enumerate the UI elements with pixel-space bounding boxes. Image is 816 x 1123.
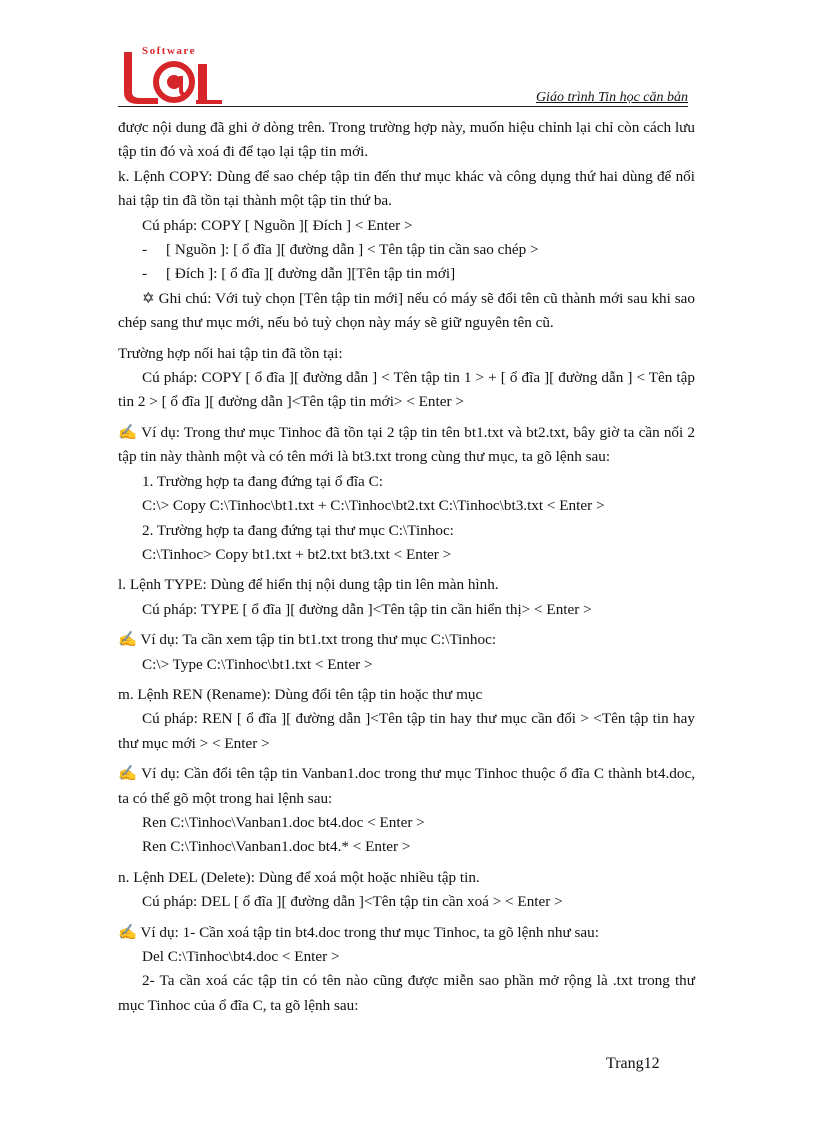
note-paragraph: ✡ Ghi chú: Với tuỳ chọn [Tên tập tin mới] nếu có máy sẽ đổi tên cũ thành mới sau khi sao chép sang thư mục mới, nếu bỏ tuỳ chọn này máy sẽ giữ nguyên tên cũ. (118, 289, 695, 332)
command-line: Ren C:\Tinhoc\Vanban1.doc bt4.doc < Enter > (142, 813, 425, 831)
example-paragraph: ✍ Ví dụ: Cần đổi tên tập tin Vanban1.doc trong thư mục Tinhoc thuộc ổ đĩa C thành bt4.doc, ta có thể gõ một trong hai lệnh sau: (118, 765, 695, 807)
syntax-line: Cú pháp: TYPE [ ổ đĩa ][ đường dẫn ]<Tên tập tin cần hiển thị> < Enter > (142, 600, 592, 618)
paragraph: được nội dung đã ghi ở dòng trên. Trong trường hợp này, muốn hiệu chỉnh lại chỉ còn cách lưu tập tin đó và xoá đi để tạo lại tập tin mới. (118, 119, 695, 161)
syntax-line: Cú pháp: DEL [ ổ đĩa ][ đường dẫn ]<Tên tập tin cần xoá > < Enter > (142, 893, 563, 911)
example-case: 1. Trường hợp ta đang đứng tại ổ đĩa C: (142, 472, 383, 490)
syntax-line: Cú pháp: COPY [ ổ đĩa ][ đường dẫn ] < Tên tập tin 1 > + [ ổ đĩa ][ đường dẫn ] < Tên tập tin 2 > [ ổ đĩa ][ đường dẫn ]<Tên tập tin mới> < Enter > (118, 369, 695, 411)
command-line: C:\> Copy C:\Tinhoc\bt1.txt + C:\Tinhoc\bt2.txt C:\Tinhoc\bt3.txt < Enter > (142, 497, 605, 515)
logo (118, 40, 228, 108)
list-item: - [ Nguồn ]: [ ổ đĩa ][ đường dẫn ] < Tên tập tin cần sao chép > (142, 241, 539, 259)
section-l-heading: l. Lệnh TYPE: Dùng để hiển thị nội dung tập tin lên màn hình. (118, 576, 499, 594)
list-item-text: [ Đích ]: [ ổ đĩa ][ đường dẫn ][Tên tập tin mới] (166, 265, 456, 283)
syntax-line: Cú pháp: COPY [ Nguồn ][ Đích ] < Enter > (142, 216, 413, 234)
section-n-heading: n. Lệnh DEL (Delete): Dùng để xoá một hoặc nhiều tập tin. (118, 868, 480, 886)
command-line: Del C:\Tinhoc\bt4.doc < Enter > (142, 948, 340, 965)
example-case: 2. Trường hợp ta đang đứng tại thư mục C:\Tinhoc: (142, 521, 454, 539)
section-m-heading: m. Lệnh REN (Rename): Dùng đổi tên tập tin hoặc thư mục (118, 685, 483, 703)
list-item: - [ Đích ]: [ ổ đĩa ][ đường dẫn ][Tên tập tin mới] (142, 265, 456, 283)
header-divider (118, 106, 688, 107)
paragraph: Trường hợp nối hai tập tin đã tồn tại: (118, 344, 343, 362)
command-line: C:\Tinhoc> Copy bt1.txt + bt2.txt bt3.txt < Enter > (142, 545, 452, 563)
header-title: Giáo trình Tin học căn bản (535, 90, 688, 105)
example-case: 2- Ta cần xoá các tập tin có tên nào cũng được miễn sao phần mở rộng là .txt trong thư mục Tinhoc của ổ đĩa C, ta gõ lệnh sau: (118, 972, 695, 1014)
page-number: Trang12 (606, 1055, 660, 1072)
section-k-heading: k. Lệnh COPY: Dùng để sao chép tập tin đến thư mục khác và công dụng thứ hai dùng để nối hai tập tin đã tồn tại thành một tập tin thứ ba. (118, 167, 695, 210)
example-paragraph: ✍ Ví dụ: 1- Cần xoá tập tin bt4.doc trong thư mục Tinhoc, ta gõ lệnh như sau: (118, 923, 599, 941)
command-line: C:\> Type C:\Tinhoc\bt1.txt < Enter > (142, 655, 373, 673)
example-paragraph: ✍ Ví dụ: Trong thư mục Tinhoc đã tồn tại 2 tập tin tên bt1.txt và bt2.txt, bây giờ ta cần nối 2 tập tin này thành một và có tên mới là bt3.txt trong cùng thư mục, ta gõ lệnh sau: (118, 423, 695, 466)
example-paragraph: ✍ Ví dụ: Ta cần xem tập tin bt1.txt trong thư mục C:\Tinhoc: (118, 631, 497, 649)
syntax-line: Cú pháp: REN [ ổ đĩa ][ đường dẫn ]<Tên tập tin hay thư mục cần đổi > <Tên tập tin hay thư mục mới > < Enter > (118, 710, 695, 752)
logo-text-top: Software (142, 45, 196, 57)
page-content (118, 116, 695, 1018)
command-line: Ren C:\Tinhoc\Vanban1.doc bt4.* < Enter > (142, 838, 411, 856)
list-item-text: [ Nguồn ]: [ ổ đĩa ][ đường dẫn ] < Tên tập tin cần sao chép > (166, 241, 539, 259)
